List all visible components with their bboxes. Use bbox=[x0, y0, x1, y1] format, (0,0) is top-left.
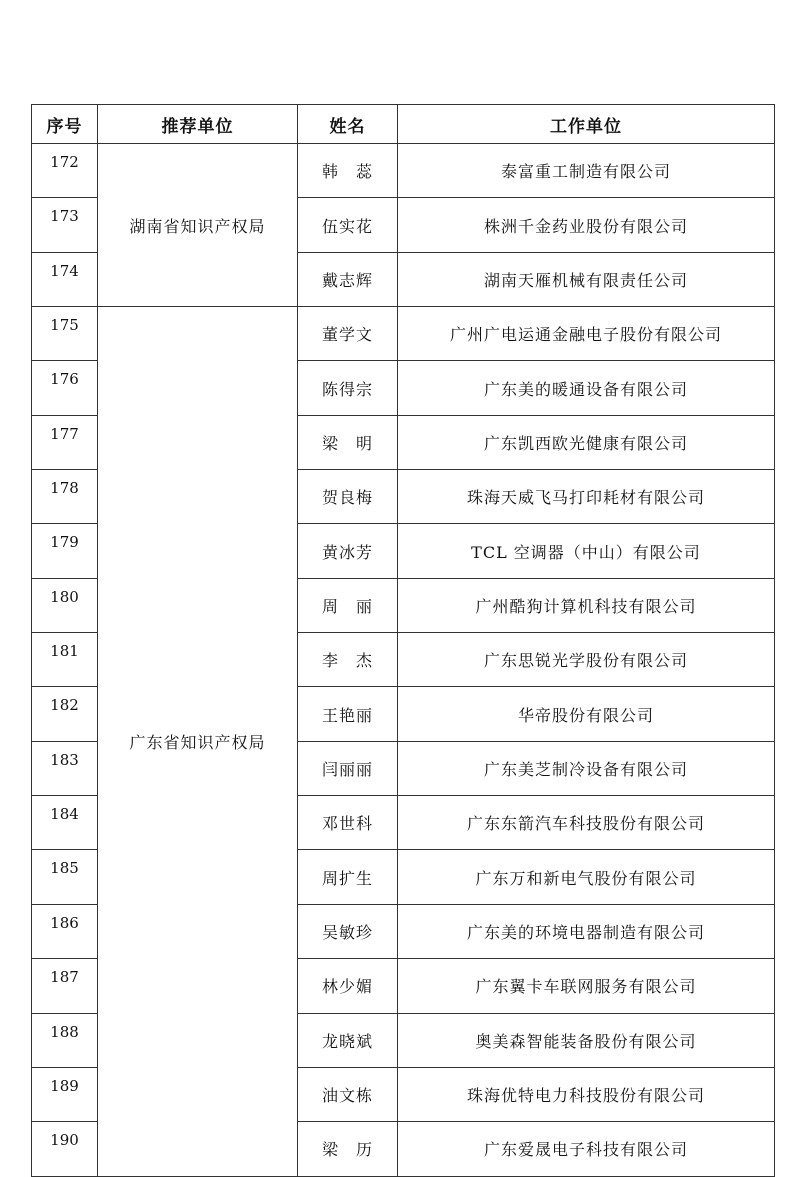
name-cell: 邓世科 bbox=[298, 796, 398, 850]
serial-number-cell: 180 bbox=[32, 578, 98, 632]
name-cell: 董学文 bbox=[298, 307, 398, 361]
name-cell: 贺良梅 bbox=[298, 470, 398, 524]
work-unit-cell: TCL 空调器（中山）有限公司 bbox=[398, 524, 775, 578]
name-cell: 李 杰 bbox=[298, 633, 398, 687]
work-unit-cell: 湖南天雁机械有限责任公司 bbox=[398, 252, 775, 306]
name-cell: 黄冰芳 bbox=[298, 524, 398, 578]
header-work-unit: 工作单位 bbox=[398, 105, 775, 144]
work-unit-cell: 华帝股份有限公司 bbox=[398, 687, 775, 741]
name-cell: 陈得宗 bbox=[298, 361, 398, 415]
serial-number-cell: 178 bbox=[32, 470, 98, 524]
work-unit-cell: 广东凯西欧光健康有限公司 bbox=[398, 415, 775, 469]
header-recommending-unit: 推荐单位 bbox=[98, 105, 298, 144]
serial-number-cell: 188 bbox=[32, 1013, 98, 1067]
work-unit-cell: 广东翼卡车联网服务有限公司 bbox=[398, 959, 775, 1013]
serial-number-cell: 185 bbox=[32, 850, 98, 904]
work-unit-cell: 广东爱晟电子科技有限公司 bbox=[398, 1122, 775, 1176]
work-unit-cell: 珠海天威飞马打印耗材有限公司 bbox=[398, 470, 775, 524]
work-unit-cell: 广东东箭汽车科技股份有限公司 bbox=[398, 796, 775, 850]
serial-number-cell: 181 bbox=[32, 633, 98, 687]
serial-number-cell: 187 bbox=[32, 959, 98, 1013]
serial-number-cell: 175 bbox=[32, 307, 98, 361]
name-cell: 吴敏珍 bbox=[298, 904, 398, 958]
serial-number-cell: 179 bbox=[32, 524, 98, 578]
work-unit-cell: 广东美的环境电器制造有限公司 bbox=[398, 904, 775, 958]
work-unit-cell: 奥美森智能装备股份有限公司 bbox=[398, 1013, 775, 1067]
table-row bbox=[32, 307, 775, 361]
name-cell: 林少媚 bbox=[298, 959, 398, 1013]
serial-number-cell: 182 bbox=[32, 687, 98, 741]
work-unit-cell: 广东美芝制冷设备有限公司 bbox=[398, 741, 775, 795]
work-unit-cell: 珠海优特电力科技股份有限公司 bbox=[398, 1067, 775, 1121]
serial-number-cell: 173 bbox=[32, 198, 98, 252]
serial-number-cell: 172 bbox=[32, 144, 98, 198]
name-cell: 梁 明 bbox=[298, 415, 398, 469]
recommending-unit-hunan: 湖南省知识产权局 bbox=[98, 144, 298, 307]
name-cell: 梁 历 bbox=[298, 1122, 398, 1176]
work-unit-cell: 广州酷狗计算机科技有限公司 bbox=[398, 578, 775, 632]
table-row bbox=[32, 144, 775, 198]
serial-number-cell: 184 bbox=[32, 796, 98, 850]
name-cell: 戴志辉 bbox=[298, 252, 398, 306]
serial-number-cell: 189 bbox=[32, 1067, 98, 1121]
serial-number-cell: 176 bbox=[32, 361, 98, 415]
header-serial-number: 序号 bbox=[32, 105, 98, 144]
name-cell: 王艳丽 bbox=[298, 687, 398, 741]
work-unit-cell: 广东美的暖通设备有限公司 bbox=[398, 361, 775, 415]
work-unit-cell: 株洲千金药业股份有限公司 bbox=[398, 198, 775, 252]
work-unit-cell: 广东万和新电气股份有限公司 bbox=[398, 850, 775, 904]
name-cell: 油文栋 bbox=[298, 1067, 398, 1121]
name-cell: 韩 蕊 bbox=[298, 144, 398, 198]
work-unit-cell: 广州广电运通金融电子股份有限公司 bbox=[398, 307, 775, 361]
recommendation-table bbox=[31, 104, 775, 1177]
name-cell: 闫丽丽 bbox=[298, 741, 398, 795]
name-cell: 周扩生 bbox=[298, 850, 398, 904]
work-unit-cell: 广东思锐光学股份有限公司 bbox=[398, 633, 775, 687]
serial-number-cell: 186 bbox=[32, 904, 98, 958]
name-cell: 伍实花 bbox=[298, 198, 398, 252]
serial-number-cell: 190 bbox=[32, 1122, 98, 1176]
header-name: 姓名 bbox=[298, 105, 398, 144]
name-cell: 周 丽 bbox=[298, 578, 398, 632]
serial-number-cell: 174 bbox=[32, 252, 98, 306]
serial-number-cell: 183 bbox=[32, 741, 98, 795]
serial-number-cell: 177 bbox=[32, 415, 98, 469]
table-header-row bbox=[32, 105, 775, 144]
recommending-unit-guangdong: 广东省知识产权局 bbox=[98, 307, 298, 1177]
name-cell: 龙晓斌 bbox=[298, 1013, 398, 1067]
work-unit-cell: 泰富重工制造有限公司 bbox=[398, 144, 775, 198]
